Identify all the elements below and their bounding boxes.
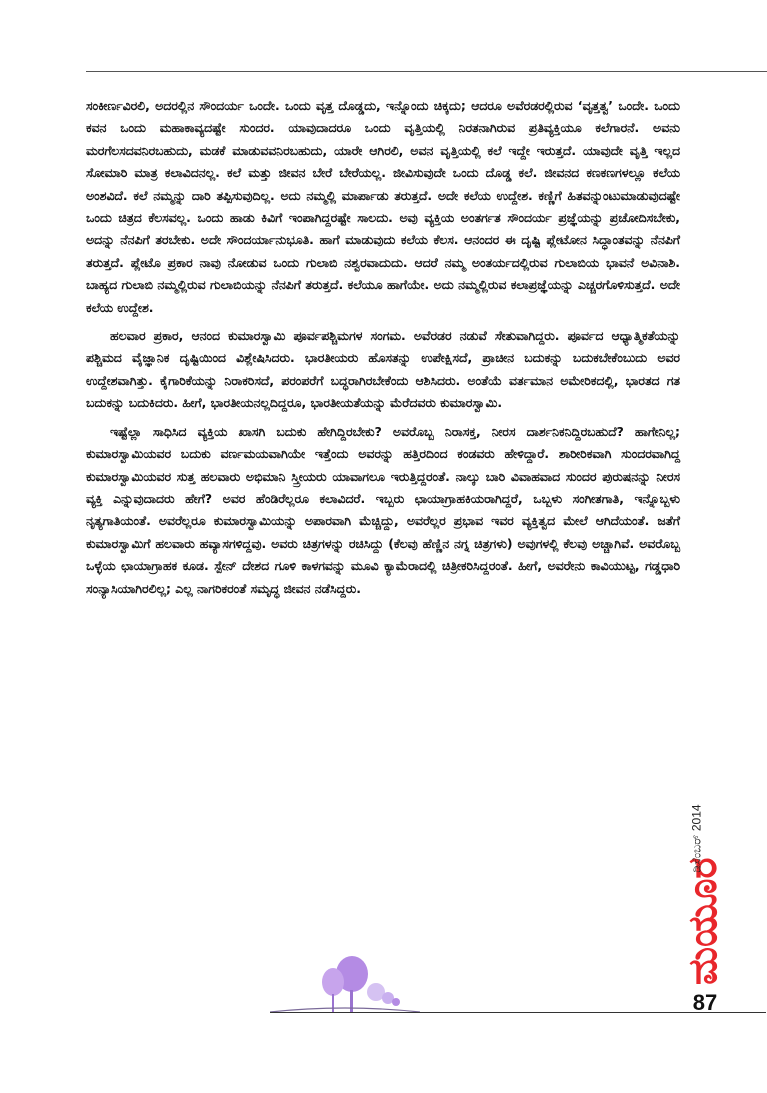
article-body: [86, 95, 680, 606]
masthead-logo: [676, 785, 736, 995]
header-rule: [86, 71, 767, 72]
article-paragraph: ಸಂಕೀರ್ಣವಿರಲಿ, ಅದರಲ್ಲಿನ ಸೌಂದರ್ಯ ಒಂದೇ. ಒಂದು ವೃತ್ತ ದೊಡ್ಡದು, ಇನ್ನೊಂದು ಚಿಕ್ಕದು; ಆದರೂ ಅವೆರಡರಲ್ಲಿರುವ ‘ವೃತ್ತತ್ವ’ ಒಂದೇ. ಒಂದು ಕವನ ಒಂದು ಮಹಾಕಾವ್ಯದಷ್ಟೇ ಸುಂದರ. ಯಾವುದಾದರೂ ಒಂದು ವೃತ್ತಿಯಲ್ಲಿ ನಿರತನಾಗಿರುವ ಪ್ರತಿವ್ಯಕ್ತಿಯೂ ಕಲೆಗಾರನೆ. ಅವನು ಮರಗೆಲಸದವನಿರಬಹುದು, ಮಡಕೆ ಮಾಡುವವನಿರಬಹುದು, ಯಾರೇ ಆಗಿರಲಿ, ಅವನ ವೃತ್ತಿಯಲ್ಲಿ ಕಲೆ ಇದ್ದೇ ಇರುತ್ತದೆ. ಯಾವುದೇ ವೃತ್ತಿ ಇಲ್ಲದ ಸೋಮಾರಿ ಮಾತ್ರ ಕಲಾವಿದನಲ್ಲ. ಕಲೆ ಮತ್ತು ಜೀವನ ಬೇರೆ ಬೇರೆಯಲ್ಲ. ಜೀವಿಸುವುದೇ ಒಂದು ದೊಡ್ಡ ಕಲೆ. ಜೀವನದ ಕಣಕಣಗಳಲ್ಲೂ ಕಲೆಯ ಅಂಶವಿದೆ. ಕಲೆ ನಮ್ಮನ್ನು ದಾರಿ ತಪ್ಪಿಸುವುದಿಲ್ಲ. ಅದು ನಮ್ಮಲ್ಲಿ ಮಾರ್ಪಾಡು ತರುತ್ತದೆ. ಅದೇ ಕಲೆಯ ಉದ್ದೇಶ. ಕಣ್ಣಿಗೆ ಹಿತವನ್ನುಂಟುಮಾಡುವುದಷ್ಟೇ ಒಂದು ಚಿತ್ರದ ಕೆಲಸವಲ್ಲ. ಒಂದು ಹಾಡು ಕಿವಿಗೆ ಇಂಪಾಗಿದ್ದರಷ್ಟೇ ಸಾಲದು. ಅವು ವ್ಯಕ್ತಿಯ ಅಂತರ್ಗತ ಸೌಂದರ್ಯ ಪ್ರಜ್ಞೆಯನ್ನು ಪ್ರಚೋದಿಸಬೇಕು, ಅದನ್ನು ನೆನಪಿಗೆ ತರಬೇಕು. ಅದೇ ಸೌಂದರ್ಯಾನುಭೂತಿ. ಹಾಗೆ ಮಾಡುವುದು ಕಲೆಯ ಕೆಲಸ. ಆನಂದರ ಈ ದೃಷ್ಟಿ ಪ್ಲೇಟೋನ ಸಿದ್ಧಾಂತವನ್ನು ನೆನಪಿಗೆ ತರುತ್ತದೆ. ಪ್ಲೇಟೊ ಪ್ರಕಾರ ನಾವು ನೋಡುವ ಒಂದು ಗುಲಾಬಿ ನಶ್ವರವಾದುದು. ಆದರೆ ನಮ್ಮ ಅಂತರ್ಯದಲ್ಲಿರುವ ಗುಲಾಬಿಯ ಭಾವನೆ ಅವಿನಾಶಿ. ಬಾಹ್ಯದ ಗುಲಾಬಿ ನಮ್ಮಲ್ಲಿರುವ ಗುಲಾಬಿಯನ್ನು ನೆನಪಿಗೆ ತರುತ್ತದೆ. ಕಲೆಯೂ ಹಾಗೆಯೇ. ಅದು ನಮ್ಮಲ್ಲಿರುವ ಕಲಾಪ್ರಜ್ಞೆಯನ್ನು ಎಚ್ಚರಗೊಳಿಸುತ್ತದೆ. ಅದೇ ಕಲೆಯ ಉದ್ದೇಶ.: [86, 98, 680, 315]
issue-date-label: ಡಿಸೆಂಬರ್ 2014: [689, 804, 704, 873]
page-number: 87: [692, 990, 718, 1015]
article-paragraph: ಇಷ್ಟೆಲ್ಲಾ ಸಾಧಿಸಿದ ವ್ಯಕ್ತಿಯ ಖಾಸಗಿ ಬದುಕು ಹೇಗಿದ್ದಿರಬೇಕು? ಅವರೊಬ್ಬ ನಿರಾಸಕ್ತ, ನೀರಸ ದಾರ್ಶನಿಕನಿದ್ದಿರಬಹುದೆ? ಹಾಗೇನಿಲ್ಲ; ಕುಮಾರಸ್ವಾಮಿಯವರ ಬದುಕು ವರ್ಣಮಯವಾಗಿಯೇ ಇತ್ತೆಂದು ಅವರನ್ನು ಹತ್ತಿರದಿಂದ ಕಂಡವರು ಹೇಳಿದ್ದಾರೆ. ಶಾರೀರಿಕವಾಗಿ ಸುಂದರವಾಗಿದ್ದ ಕುಮಾರಸ್ವಾಮಿಯವರ ಸುತ್ತ ಹಲವಾರು ಅಭಿಮಾನಿ ಸ್ತ್ರೀಯರು ಯಾವಾಗಲೂ ಇರುತ್ತಿದ್ದರಂತೆ. ನಾಲ್ಕು ಬಾರಿ ವಿವಾಹವಾದ ಸುಂದರ ಪುರುಷನನ್ನು ನೀರಸ ವ್ಯಕ್ತಿ ಎನ್ನುವುದಾದರು ಹೇಗೆ? ಅವರ ಹೆಂಡಿರೆಲ್ಲರೂ ಕಲಾವಿದರೆ. ಇಬ್ಬರು ಛಾಯಾಗ್ರಾಹಕಿಯರಾಗಿದ್ದರೆ, ಒಬ್ಬಳು ಸಂಗೀತಗಾತಿ, ಇನ್ನೊಬ್ಬಳು ನೃತ್ಯಗಾತಿಯಂತೆ. ಅವರೆಲ್ಲರೂ ಕುಮಾರಸ್ವಾಮಿಯನ್ನು ಅಪಾರವಾಗಿ ಮೆಚ್ಚಿದ್ದು, ಅವರೆಲ್ಲರ ಪ್ರಭಾವ ಇವರ ವ್ಯಕ್ತಿತ್ವದ ಮೇಲೆ ಆಗಿದೆಯಂತೆ. ಜತೆಗೆ ಕುಮಾರಸ್ವಾಮಿಗೆ ಹಲವಾರು ಹವ್ಯಾಸಗಳಿದ್ದವು. ಅವರು ಚಿತ್ರಗಳನ್ನು ರಚಿಸಿದ್ದು (ಕೆಲವು ಹೆಣ್ಣಿನ ನಗ್ನ ಚಿತ್ರಗಳು) ಅವುಗಳಲ್ಲಿ ಕೆಲವು ಅಚ್ಚಾಗಿವೆ. ಅವರೊಬ್ಬ ಒಳ್ಳೆಯ ಛಾಯಾಗ್ರಾಹಕ ಕೂಡ. ಸ್ಪೇನ್ ದೇಶದ ಗೂಳಿ ಕಾಳಗವನ್ನು ಮೂವಿ ಕ್ಯಾಮೆರಾದಲ್ಲಿ ಚಿತ್ರೀಕರಿಸಿದ್ದರಂತೆ. ಹೀಗೆ, ಅವರೇನು ಕಾವಿಯುಟ್ಟ, ಗಡ್ಡಧಾರಿ ಸಂನ್ಯಾಸಿಯಾಗಿರಲಿಲ್ಲ; ಎಲ್ಲ ನಾಗರಿಕರಂತೆ ಸಮೃದ್ಧ ಜೀವನ ನಡೆಸಿದ್ದರು.: [86, 423, 680, 596]
article-paragraph: ಹಲವಾರ ಪ್ರಕಾರ, ಆನಂದ ಕುಮಾರಸ್ವಾಮಿ ಪೂರ್ವಪಶ್ಚಿಮಗಳ ಸಂಗಮ. ಅವೆರಡರ ನಡುವೆ ಸೇತುವಾಗಿದ್ದರು. ಪೂರ್ವದ ಆಧ್ಯಾತ್ಮಿಕತೆಯನ್ನು ಪಶ್ಚಿಮದ ವೈಜ್ಞಾನಿಕ ದೃಷ್ಟಿಯಿಂದ ವಿಶ್ಲೇಷಿಸಿದರು. ಭಾರತೀಯರು ಹೊಸತನ್ನು ಉಪೇಕ್ಷಿಸದೆ, ಪ್ರಾಚೀನ ಬದುಕನ್ನು ಬದುಕಬೇಕೆಂಬುದು ಅವರ ಉದ್ದೇಶವಾಗಿತ್ತು. ಕೈಗಾರಿಕೆಯನ್ನು ನಿರಾಕರಿಸದೆ, ಪರಂಪರೆಗೆ ಬದ್ಧರಾಗಿರಬೇಕೆಂದು ಆಶಿಸಿದರು. ಅಂತೆಯೆ ವರ್ತಮಾನ ಅಮೇರಿಕದಲ್ಲಿ, ಭಾರತದ ಗತ ಬದುಕನ್ನು ಬದುಕಿದರು. ಹೀಗೆ, ಭಾರತೀಯನಲ್ಲದಿದ್ದರೂ, ಭಾರತೀಯತೆಯನ್ನು ಮೆರೆದವರು ಕುಮಾರಸ್ವಾಮಿ.: [86, 328, 680, 411]
svg-text:ಮಯೂರ: ಮಯೂರ: [680, 857, 726, 985]
issue-date: [690, 786, 704, 891]
tree-illustration: [270, 950, 420, 1020]
